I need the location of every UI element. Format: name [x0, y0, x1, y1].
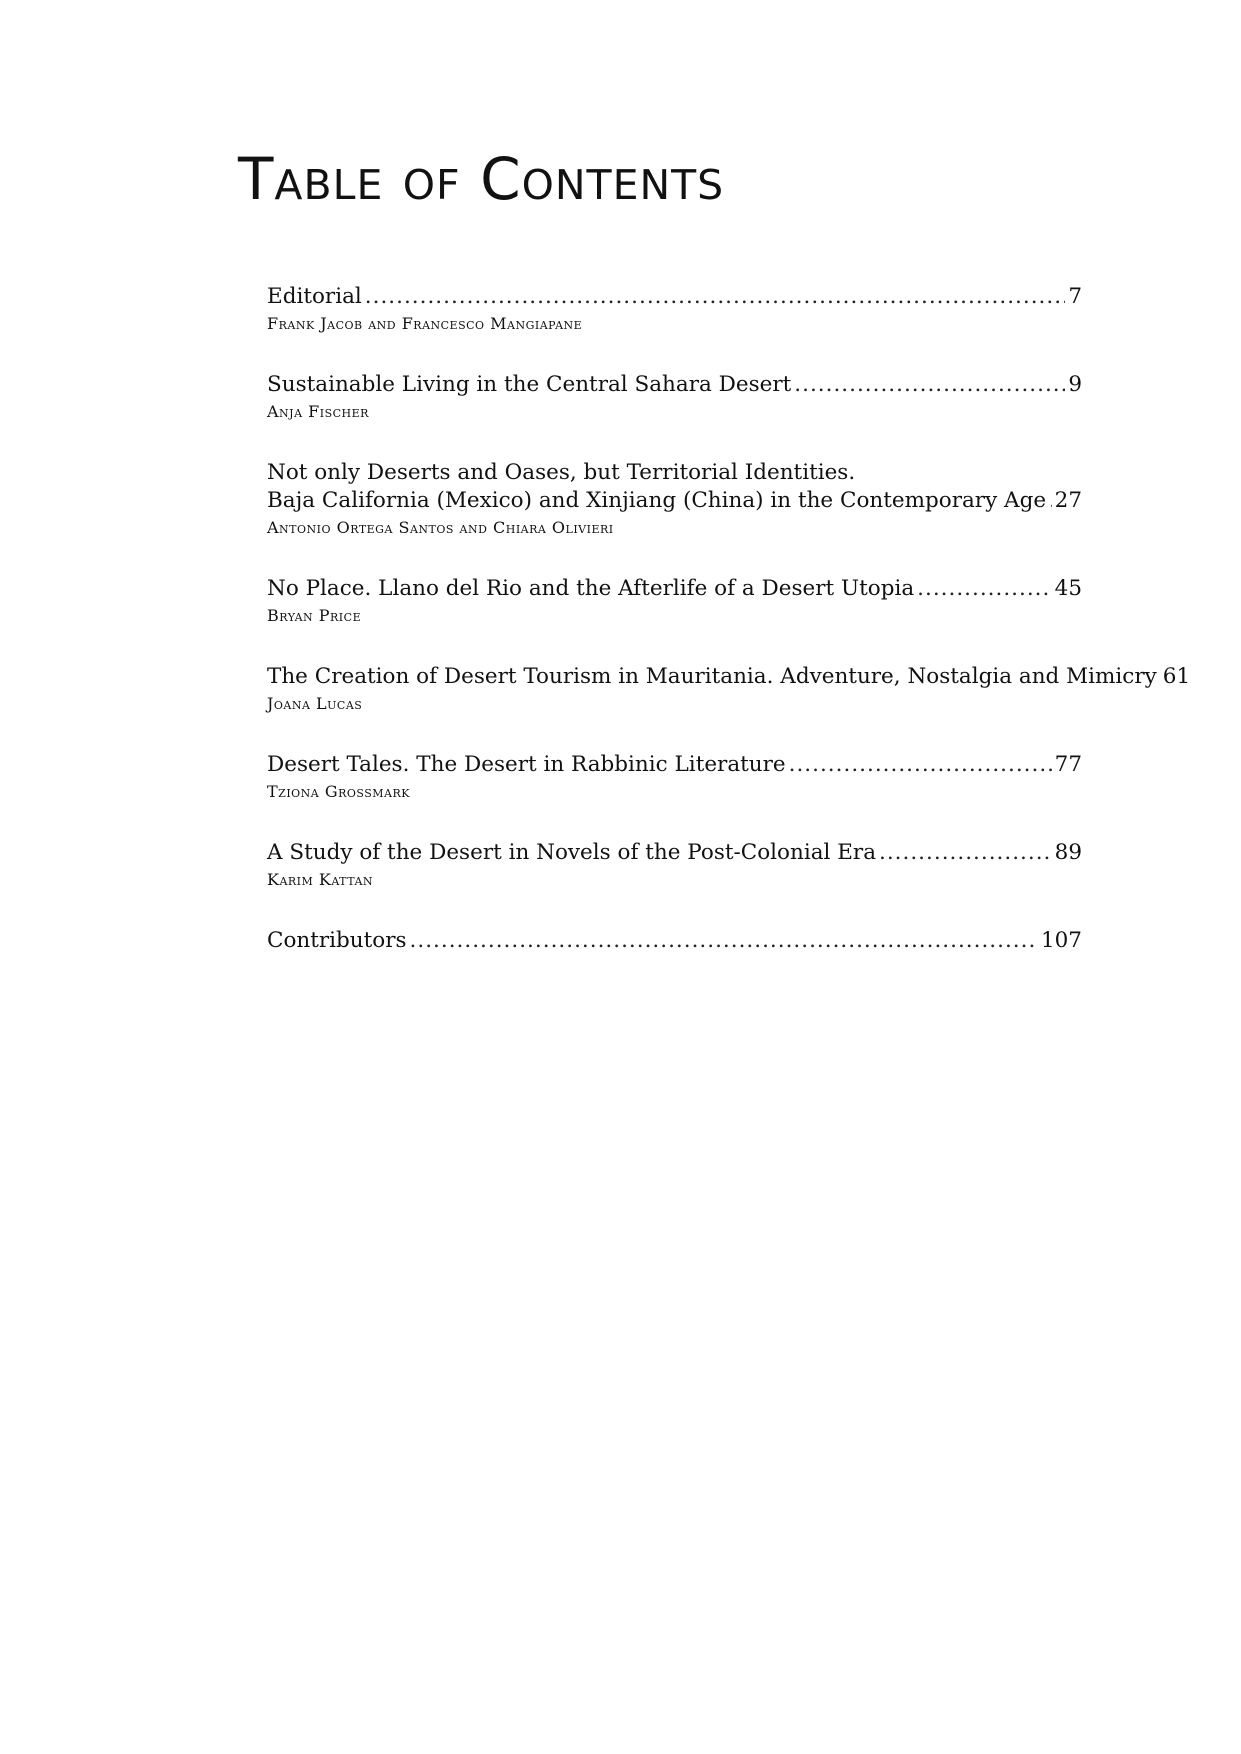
entry-author: Tziona Grossmark	[267, 782, 410, 801]
toc-entry-line	[267, 751, 1082, 779]
page-number: 45	[1054, 576, 1082, 601]
toc-entry-line	[267, 927, 1082, 955]
entry-title: The Creation of Desert Tourism in Mauritania. Adventure, Nostalgia and Mimicry	[267, 664, 1157, 689]
toc-entry-no-place[interactable]	[267, 575, 1082, 629]
toc-entry-editorial[interactable]	[267, 283, 1082, 337]
entry-author: Karim Kattan	[267, 870, 374, 889]
toc-entry-line	[267, 487, 1082, 515]
toc-entry-post-colonial[interactable]	[267, 839, 1082, 893]
dot-leader	[365, 283, 1066, 311]
entry-author: Joana Lucas	[267, 694, 363, 713]
entry-author: Frank Jacob and Francesco Mangiapane	[267, 314, 583, 333]
toc-entry-line	[267, 663, 1191, 691]
page-number: 27	[1054, 488, 1082, 513]
page-number: 77	[1054, 752, 1082, 777]
toc-entry-desert-tourism[interactable]	[267, 663, 1191, 717]
dot-leader	[917, 575, 1051, 603]
page-number: 9	[1068, 372, 1082, 397]
entry-author: Antonio Ortega Santos and Chiara Olivieri	[267, 518, 614, 537]
dot-leader	[789, 751, 1052, 779]
entry-title: Sustainable Living in the Central Sahara Desert	[267, 372, 792, 397]
toc-entry-territorial-identities[interactable]	[267, 459, 1082, 541]
toc-entry-line-first	[267, 459, 1082, 487]
page-number: 89	[1054, 840, 1082, 865]
entry-title: Contributors	[267, 928, 407, 953]
entry-title: Desert Tales. The Desert in Rabbinic Literature	[267, 752, 786, 777]
dot-leader	[794, 371, 1065, 399]
toc-entry-desert-tales[interactable]	[267, 751, 1082, 805]
table-of-contents	[267, 283, 1191, 989]
page-number: 107	[1040, 928, 1082, 953]
entry-author: Bryan Price	[267, 606, 362, 625]
toc-entry-contributors[interactable]	[267, 927, 1082, 955]
toc-entry-line	[267, 371, 1082, 399]
entry-title: A Study of the Desert in Novels of the Post-Colonial Era	[267, 840, 877, 865]
entry-title: Editorial	[267, 284, 362, 309]
page-title: Table of Contents	[238, 145, 725, 213]
entry-title: No Place. Llano del Rio and the Afterlife of a Desert Utopia	[267, 576, 915, 601]
dot-leader	[879, 839, 1052, 867]
toc-entry-sustainable-living[interactable]	[267, 371, 1082, 425]
toc-entry-line	[267, 839, 1082, 867]
entry-author: Anja Fischer	[267, 402, 369, 421]
toc-entry-line	[267, 283, 1082, 311]
dot-leader	[410, 927, 1038, 955]
toc-entry-line	[267, 575, 1082, 603]
page-number: 61	[1162, 664, 1191, 689]
entry-title-line-1: Not only Deserts and Oases, but Territorial Identities.	[267, 460, 856, 485]
page-number: 7	[1068, 284, 1082, 309]
entry-title-line-2: Baja California (Mexico) and Xinjiang (China) in the Contemporary Age	[267, 488, 1047, 513]
dot-leader	[1049, 487, 1052, 515]
